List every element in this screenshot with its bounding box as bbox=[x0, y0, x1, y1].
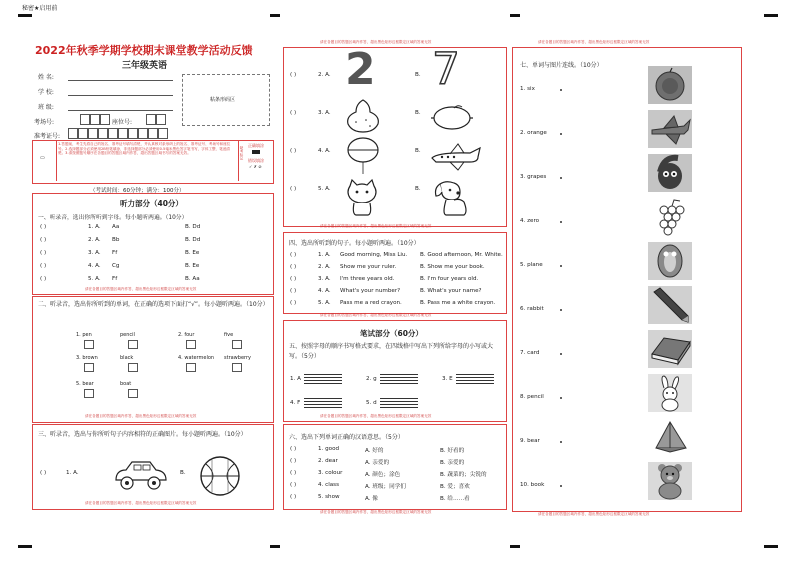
q5-letter: 3. E bbox=[442, 376, 453, 382]
answer-warning: 请在各题目的答题区域内作答，超出黑色矩形边框限定区域的答案无效 bbox=[320, 313, 432, 317]
writing-line[interactable] bbox=[304, 380, 342, 381]
pic-item-num: 2. A. bbox=[318, 72, 331, 78]
field-ticket: 准考证号: bbox=[34, 133, 61, 140]
answer-paren[interactable]: ( ) bbox=[40, 276, 47, 282]
q2-word: 1. pen bbox=[76, 332, 92, 338]
ticket-digit-box[interactable] bbox=[118, 128, 128, 139]
q1-option-a: Ff bbox=[112, 276, 118, 282]
ball-image bbox=[198, 454, 242, 498]
q7-frame bbox=[512, 47, 742, 512]
corner-mark bbox=[270, 14, 280, 17]
q4-option-b: B. Show me your book. bbox=[420, 264, 485, 270]
writing-line[interactable] bbox=[304, 404, 342, 405]
match-dot[interactable] bbox=[560, 485, 562, 487]
match-word[interactable]: 6. rabbit bbox=[520, 306, 544, 312]
field-seat: 座位号: bbox=[112, 119, 133, 126]
q2-word: boat bbox=[120, 381, 132, 387]
ticket-digit-box[interactable] bbox=[68, 128, 78, 139]
writing-line[interactable] bbox=[380, 383, 418, 384]
q6-option-b: B. 爱；喜欢 bbox=[440, 484, 470, 490]
q6-option-a: A. 颜色；涂色 bbox=[365, 472, 401, 478]
q5-title: 五、按照字母的顺序书写格式要求，在四线格中写出下列所给字母的小写或大写。（5分） bbox=[289, 343, 494, 360]
match-word[interactable]: 4. zero bbox=[520, 218, 540, 224]
tick-box[interactable] bbox=[128, 340, 138, 349]
q4-option-b: B. Pass me a white crayon. bbox=[420, 300, 496, 306]
name-line[interactable] bbox=[68, 80, 173, 81]
balloon-image bbox=[345, 136, 381, 176]
writing-line[interactable] bbox=[304, 401, 342, 402]
answer-paren[interactable]: ( ) bbox=[290, 482, 297, 488]
answer-paren[interactable]: ( ) bbox=[290, 276, 297, 282]
vertical-divider bbox=[238, 141, 239, 181]
q1-option-b: B. Dd bbox=[185, 237, 201, 243]
writing-line[interactable] bbox=[380, 398, 418, 399]
vertical-divider bbox=[56, 141, 57, 181]
tick-box[interactable] bbox=[186, 340, 196, 349]
q6-option-a: A. 像 bbox=[365, 496, 378, 502]
tick-box[interactable] bbox=[232, 363, 242, 372]
writing-line[interactable] bbox=[304, 383, 342, 384]
q5-letter: 5. d bbox=[366, 400, 377, 406]
answer-warning: 请在各题目的答题区域内作答，超出黑色矩形边框限定区域的答案无效 bbox=[320, 224, 432, 228]
match-dot[interactable] bbox=[560, 353, 562, 355]
corner-mark bbox=[270, 545, 280, 548]
q1-option-a: Ff bbox=[112, 250, 118, 256]
q6-option-b: B. 给……看 bbox=[440, 496, 470, 502]
q4-option-b: B. Good afternoon, Mr. White. bbox=[420, 252, 503, 258]
q3-title: 三、听录音，选出与你所听句子内容相符的正确图片。每小题听两遍。（10分） bbox=[38, 431, 247, 438]
room-box[interactable] bbox=[80, 114, 90, 125]
dog-image bbox=[430, 178, 472, 218]
answer-paren[interactable]: ( ) bbox=[290, 72, 297, 78]
writing-line[interactable] bbox=[380, 374, 418, 375]
writing-line[interactable] bbox=[304, 398, 342, 399]
ticket-digit-box[interactable] bbox=[108, 128, 118, 139]
class-line[interactable] bbox=[68, 110, 173, 111]
field-class: 班 级: bbox=[38, 104, 54, 111]
answer-paren[interactable]: ( ) bbox=[290, 148, 297, 154]
match-word[interactable]: 3. grapes bbox=[520, 174, 547, 180]
corner-mark bbox=[764, 545, 778, 548]
ticket-digit-box[interactable] bbox=[88, 128, 98, 139]
plane-image bbox=[648, 110, 692, 148]
answer-paren[interactable]: ( ) bbox=[290, 252, 297, 258]
q1-option-a: Aa bbox=[112, 224, 120, 230]
rabbit-image bbox=[648, 374, 692, 412]
corner-mark bbox=[764, 14, 778, 17]
match-dot[interactable] bbox=[560, 265, 562, 267]
q2-word: 5. bear bbox=[76, 381, 94, 387]
answer-warning: 请在各题目的答题区域内作答，超出黑色矩形边框限定区域的答案无效 bbox=[320, 414, 432, 418]
q4-title: 四、选出所听到的句子。每小题听两遍。（10分） bbox=[289, 240, 420, 247]
q4-item-num: 2. A. bbox=[318, 264, 331, 270]
writing-line[interactable] bbox=[456, 374, 494, 375]
q6-word: 1. good bbox=[318, 446, 340, 452]
exam-title: 2022年秋季学期学校期末课堂教学活动反馈 bbox=[35, 44, 253, 57]
q1-option-a: Bb bbox=[112, 237, 120, 243]
pic-option-b: B. bbox=[415, 72, 421, 78]
wrong-fill: 错误填涂 bbox=[248, 158, 264, 163]
writing-line[interactable] bbox=[456, 380, 494, 381]
tick-box[interactable] bbox=[84, 389, 94, 398]
q4-item-num: 5. A. bbox=[318, 300, 331, 306]
tick-box[interactable] bbox=[84, 363, 94, 372]
answer-paren[interactable]: ( ) bbox=[290, 110, 297, 116]
match-word[interactable]: 5. plane bbox=[520, 262, 543, 268]
q2-title: 二、听录音，选出你所听到的单词，在正确的选项下面打“√”。每小题听两遍。（10分） bbox=[38, 301, 269, 308]
corner-mark bbox=[18, 545, 32, 548]
q1-option-b: B. Ee bbox=[185, 250, 200, 256]
q4-item-num: 4. A. bbox=[318, 288, 331, 294]
digit-two: 2 bbox=[345, 44, 376, 95]
wrong-fill-marks: ✓ ✗ ⊘ bbox=[249, 164, 262, 169]
writing-line[interactable] bbox=[456, 377, 494, 378]
ticket-digit-box[interactable] bbox=[148, 128, 158, 139]
writing-line[interactable] bbox=[304, 374, 342, 375]
secret-label: 秘密★启用前 bbox=[22, 5, 58, 12]
answer-paren[interactable]: ( ) bbox=[290, 494, 297, 500]
match-dot[interactable] bbox=[560, 397, 562, 399]
q2-word: 3. brown bbox=[76, 355, 98, 361]
q1-item-num: 4. A. bbox=[88, 263, 101, 269]
q1-item-num: 5. A. bbox=[88, 276, 101, 282]
card-image bbox=[648, 418, 692, 456]
answer-warning: 请在各题目的答题区域内作答，超出黑色矩形边框限定区域的答案无效 bbox=[320, 510, 432, 514]
listening-heading: 听力部分（40分） bbox=[120, 199, 183, 208]
match-word[interactable]: 7. card bbox=[520, 350, 540, 356]
q1-item-num: 1. A. bbox=[88, 224, 101, 230]
answer-paren[interactable]: ( ) bbox=[290, 264, 297, 270]
field-school: 学 校: bbox=[38, 89, 54, 96]
writing-line[interactable] bbox=[380, 401, 418, 402]
q4-item-num: 1. A. bbox=[318, 252, 331, 258]
q6-word: 3. colour bbox=[318, 470, 343, 476]
q2-word: 4. watermelon bbox=[178, 355, 215, 361]
q6-title: 六、选出下列单词正确的汉语意思。（5分） bbox=[289, 434, 404, 441]
answer-paren[interactable]: ( ) bbox=[40, 224, 47, 230]
q4-item-num: 3. A. bbox=[318, 276, 331, 282]
tick-box[interactable] bbox=[128, 389, 138, 398]
answer-warning: 请在各题目的答题区域内作答，超出黑色矩形边框限定区域的答案无效 bbox=[538, 40, 650, 44]
match-dot[interactable] bbox=[560, 441, 562, 443]
answer-warning: 请在各题目的答题区域内作答，超出黑色矩形边框限定区域的答案无效 bbox=[320, 40, 432, 44]
pic-option-b: B. bbox=[415, 148, 421, 154]
answer-paren[interactable]: ( ) bbox=[290, 458, 297, 464]
q1-title: 一、听录音，选出你所听到字母。每小题听两遍。（10分） bbox=[38, 215, 188, 221]
field-room: 考场号: bbox=[34, 119, 55, 126]
cross-mark: ▭ bbox=[40, 155, 45, 161]
match-word[interactable]: 9. bear bbox=[520, 438, 540, 444]
tick-box[interactable] bbox=[186, 363, 196, 372]
exam-subject: 三年级英语 bbox=[122, 61, 168, 71]
writing-line[interactable] bbox=[380, 377, 418, 378]
pics-frame bbox=[283, 47, 507, 227]
answer-paren[interactable]: ( ) bbox=[290, 186, 297, 192]
zero-image bbox=[648, 242, 692, 280]
orange-image bbox=[648, 66, 692, 104]
grapes-image bbox=[648, 198, 692, 236]
pic-option-b: B. bbox=[415, 110, 421, 116]
written-heading: 笔试部分（60分） bbox=[360, 329, 423, 338]
ticket-digit-box[interactable] bbox=[158, 128, 168, 139]
pic-item-num: 4. A. bbox=[318, 148, 331, 154]
school-line[interactable] bbox=[68, 95, 173, 96]
q6-option-a: A. 好的 bbox=[365, 448, 384, 454]
seat-box[interactable] bbox=[146, 114, 156, 125]
answer-paren[interactable]: ( ) bbox=[40, 250, 47, 256]
book-image bbox=[648, 330, 692, 368]
lemon-image bbox=[430, 103, 474, 133]
q4-option-a: I'm three years old. bbox=[340, 276, 395, 282]
q6-option-a: A. 亲爱的 bbox=[365, 460, 390, 466]
fill-sample bbox=[252, 150, 260, 154]
q4-option-a: Show me your ruler. bbox=[340, 264, 397, 270]
match-word[interactable]: 1. six bbox=[520, 86, 535, 92]
q1-item-num: 2. A. bbox=[88, 237, 101, 243]
q2-word: five bbox=[224, 332, 234, 338]
answer-paren[interactable]: ( ) bbox=[290, 470, 297, 476]
answer-warning: 请在各题目的答题区域内作答，超出黑色矩形边框限定区域的答案无效 bbox=[538, 512, 650, 516]
q6-word: 5. show bbox=[318, 494, 340, 500]
match-word[interactable]: 2. orange bbox=[520, 130, 547, 136]
q2-word: black bbox=[120, 355, 134, 361]
q5-letter: 1. A bbox=[290, 376, 301, 382]
bear-image bbox=[648, 462, 692, 500]
q4-option-a: Good morning, Miss Liu. bbox=[340, 252, 408, 258]
q3-item: 1. A. bbox=[66, 470, 79, 476]
digit-seven: 7 bbox=[432, 44, 460, 95]
tick-box[interactable] bbox=[232, 340, 242, 349]
answer-paren[interactable]: ( ) bbox=[290, 300, 297, 306]
fill-example: 正确填涂 bbox=[248, 143, 264, 148]
q2-word: strawberry bbox=[224, 355, 252, 361]
airplane-image bbox=[428, 140, 484, 174]
six-image bbox=[648, 154, 692, 192]
q1-option-b: B. Dd bbox=[185, 224, 201, 230]
q6-option-b: B. 蔬菜的；尖锐的 bbox=[440, 472, 487, 478]
match-dot[interactable] bbox=[560, 221, 562, 223]
car-image bbox=[110, 458, 170, 494]
q1-item-num: 3. A. bbox=[88, 250, 101, 256]
corner-mark bbox=[18, 14, 32, 17]
ticket-digit-box[interactable] bbox=[138, 128, 148, 139]
writing-line[interactable] bbox=[380, 407, 418, 408]
match-word[interactable]: 8. pencil bbox=[520, 394, 544, 400]
instructions-text: 1.答题前，考生先将自己的姓名、准考证号填写清楚，并认真核对条形码上的姓名、准考证号、考场号和座位号。2.选择题部分必须使用2B铅笔填涂，非选择题部分必须使用0.5毫米黑色签字笔书写，字体工整、笔迹清楚。3.请按照题号顺序在各题目的答题区域内作答，超出答题区域书写的答案无效。 bbox=[58, 142, 231, 156]
q3-paren: ( ) bbox=[40, 470, 47, 476]
pic-option-b: B. bbox=[415, 186, 421, 192]
pic-item-num: 3. A. bbox=[318, 110, 331, 116]
pencil-image bbox=[648, 286, 692, 324]
q4-option-a: What's your number? bbox=[340, 288, 401, 294]
ticket-digit-box[interactable] bbox=[98, 128, 108, 139]
q3-option-b: B. bbox=[180, 470, 186, 476]
q5-letter: 4. F bbox=[290, 400, 301, 406]
room-box[interactable] bbox=[100, 114, 110, 125]
tick-box[interactable] bbox=[128, 363, 138, 372]
writing-line[interactable] bbox=[304, 407, 342, 408]
time-score: （考试时间：60分钟；满分：100分） bbox=[90, 188, 185, 194]
q5-letter: 2. g bbox=[366, 376, 377, 382]
barcode-label: 粘条形码区 bbox=[210, 97, 236, 103]
q2-word: pencil bbox=[120, 332, 135, 338]
answer-paren[interactable]: ( ) bbox=[40, 237, 47, 243]
tick-box[interactable] bbox=[84, 340, 94, 349]
writing-line[interactable] bbox=[456, 383, 494, 384]
q4-option-b: B. What's your name? bbox=[420, 288, 482, 294]
ticket-digit-box[interactable] bbox=[78, 128, 88, 139]
q4-option-b: B. I'm four years old. bbox=[420, 276, 479, 282]
answer-paren[interactable]: ( ) bbox=[290, 288, 297, 294]
answer-warning: 请在各题目的答题区域内作答，超出黑色矩形边框限定区域的答案无效 bbox=[85, 287, 197, 291]
answer-paren[interactable]: ( ) bbox=[290, 446, 297, 452]
q1-option-b: B. Aa bbox=[185, 276, 200, 282]
q6-option-b: B. 亲爱的 bbox=[440, 460, 465, 466]
writing-line[interactable] bbox=[380, 380, 418, 381]
room-box[interactable] bbox=[90, 114, 100, 125]
writing-line[interactable] bbox=[380, 404, 418, 405]
corner-mark bbox=[510, 14, 520, 17]
ticket-digit-box[interactable] bbox=[128, 128, 138, 139]
q7-title: 七、单词与图片连线。（10分） bbox=[520, 62, 603, 69]
q1-option-a: Cg bbox=[112, 263, 120, 269]
answer-paren[interactable]: ( ) bbox=[40, 263, 47, 269]
q1-option-b: B. Ee bbox=[185, 263, 200, 269]
q6-word: 2. dear bbox=[318, 458, 338, 464]
q6-option-b: B. 好看的 bbox=[440, 448, 465, 454]
match-dot[interactable] bbox=[560, 89, 562, 91]
match-dot[interactable] bbox=[560, 133, 562, 135]
q6-word: 4. class bbox=[318, 482, 340, 488]
match-word[interactable]: 10. book bbox=[520, 482, 545, 488]
answer-warning: 请在各题目的答题区域内作答，超出黑色矩形边框限定区域的答案无效 bbox=[85, 414, 197, 418]
pear-image bbox=[342, 98, 384, 134]
match-dot[interactable] bbox=[560, 177, 562, 179]
q4-option-a: Pass me a red crayon. bbox=[340, 300, 402, 306]
seat-box[interactable] bbox=[156, 114, 166, 125]
absent-label: 缺考标记 bbox=[240, 146, 244, 160]
q2-word: 2. four bbox=[178, 332, 195, 338]
pic-item-num: 5. A. bbox=[318, 186, 331, 192]
writing-line[interactable] bbox=[304, 377, 342, 378]
match-dot[interactable] bbox=[560, 309, 562, 311]
field-name: 姓 名: bbox=[38, 74, 54, 81]
cat-image bbox=[342, 178, 382, 218]
answer-warning: 请在各题目的答题区域内作答，超出黑色矩形边框限定区域的答案无效 bbox=[85, 501, 197, 505]
corner-mark bbox=[510, 545, 520, 548]
q6-option-a: A. 班级；同学们 bbox=[365, 484, 406, 490]
